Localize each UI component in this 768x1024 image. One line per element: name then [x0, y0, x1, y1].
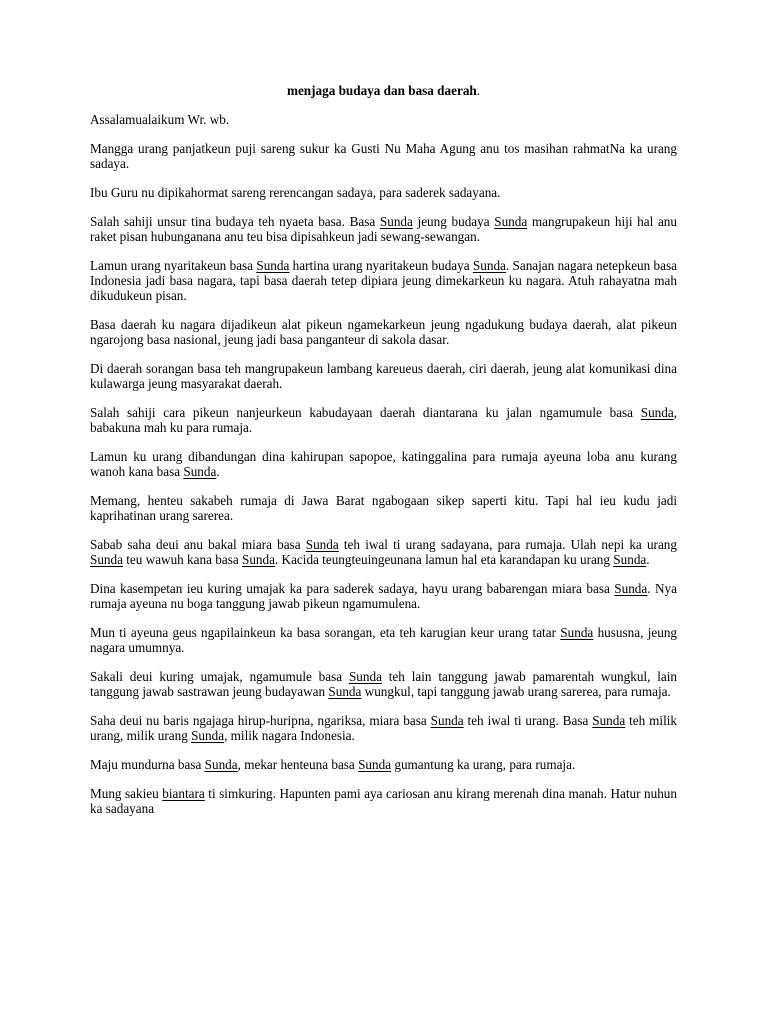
text-run: Basa daerah ku nagara dijadikeun alat pikeun ngamekarkeun jeung ngadukung budaya daerah, alat pikeun ngarojong basa nasional, jeung jadi basa panganteur di sakola dasar. [90, 317, 677, 347]
text-run: . Sanajan nagara netepkeun basa Indonesia jadi basa nagara, tapi basa daerah tetep dipiara jeung dimekarkeun ku nagara. Atuh rahayatna mah dikudukeun pisan. [90, 258, 677, 303]
paragraph [90, 449, 677, 479]
underlined-word: Sunda [328, 684, 362, 699]
text-run: , mekar henteuna basa [237, 757, 359, 772]
text-run: hususna, jeung nagara umumnya. [90, 625, 678, 655]
text-run: hartina urang nyaritakeun budaya [289, 258, 473, 273]
underlined-word: Sunda [183, 464, 217, 479]
text-run: . [646, 552, 650, 567]
paragraph [90, 537, 677, 567]
text-run: Maju mundurna basa [90, 757, 205, 772]
underlined-word: Sunda [614, 581, 648, 596]
underlined-word: Sunda [191, 728, 225, 743]
underlined-word: Sunda [379, 214, 413, 229]
paragraph [90, 713, 677, 743]
text-run: teh iwal ti urang. Basa [463, 713, 593, 728]
text-run: Lamun urang nyaritakeun basa [90, 258, 257, 273]
text-run: mangrupakeun hiji hal anu raket pisan hubunganana anu teu bisa dipisahkeun jadi sewang-sewangan. [90, 214, 677, 244]
underlined-word: Sunda [358, 757, 392, 772]
text-run: Dina kasempetan ieu kuring umajak ka para saderek sadaya, hayu urang babarengan miara basa [90, 581, 615, 596]
text-run: Mung sakieu [90, 786, 163, 801]
underlined-word: biantara [162, 786, 205, 801]
paragraph [90, 141, 677, 171]
text-run: teu wawuh kana basa [122, 552, 242, 567]
text-run: teh milik urang, milik urang [90, 713, 677, 743]
underlined-word: Sunda [430, 713, 464, 728]
paragraph [90, 112, 677, 127]
underlined-word: Sunda [305, 537, 339, 552]
paragraph [90, 361, 677, 391]
paragraph [90, 786, 677, 816]
paragraph [90, 317, 677, 347]
text-run: Mangga urang panjatkeun puji sareng sukur ka Gusti Nu Maha Agung anu tos masihan rahmatNa ka urang sadaya. [90, 141, 677, 171]
paragraph [90, 757, 677, 772]
paragraph [90, 258, 677, 303]
text-run: Mun ti ayeuna geus ngapilainkeun ka basa sorangan, eta teh karugian keur urang tatar [90, 625, 561, 640]
text-run: Salah sahiji unsur tina budaya teh nyaeta basa. Basa [90, 214, 380, 229]
paragraph [90, 214, 677, 244]
text-run: Saha deui nu baris ngajaga hirup-huripna, ngariksa, miara basa [90, 713, 431, 728]
text-run: teh lain tanggung jawab pamarentah wungkul, lain tanggung jawab sastrawan jeung budayawan [90, 669, 677, 699]
text-run: wungkul, tapi tanggung jawab urang sarerea, para rumaja. [361, 684, 671, 699]
paragraph [90, 493, 677, 523]
underlined-word: Sunda [90, 552, 123, 567]
underlined-word: Sunda [640, 405, 674, 420]
text-run: , babakuna mah ku para rumaja. [90, 405, 677, 435]
paragraph [90, 625, 677, 655]
underlined-word: Sunda [494, 214, 528, 229]
text-run: Assalamualaikum Wr. wb. [90, 112, 230, 127]
text-run: jeung budaya [412, 214, 495, 229]
document-page [90, 83, 677, 830]
text-run: . Kacida teungteuingeunana lamun hal eta karandapan ku urang [274, 552, 614, 567]
underlined-word: Sunda [472, 258, 506, 273]
underlined-word: Sunda [256, 258, 290, 273]
paragraph [90, 405, 677, 435]
paragraph [90, 669, 677, 699]
underlined-word: Sunda [348, 669, 382, 684]
text-run: Memang, henteu sakabeh rumaja di Jawa Barat ngabogaan sikep saperti kitu. Tapi hal ieu kudu jadi kaprihatinan urang sarerea. [90, 493, 677, 523]
text-run: gumantung ka urang, para rumaja. [391, 757, 576, 772]
document-title-period: . [476, 83, 481, 98]
text-run: teh iwal ti urang sadayana, para rumaja. Ulah nepi ka urang [338, 537, 677, 552]
text-run: Sakali deui kuring umajak, ngamumule basa [90, 669, 349, 684]
text-run: Sabab saha deui anu bakal miara basa [90, 537, 306, 552]
underlined-word: Sunda [613, 552, 647, 567]
paragraph [90, 185, 677, 200]
paragraph [90, 581, 677, 611]
text-run: , milik nagara Indonesia. [224, 728, 355, 743]
text-run: . Nya rumaja ayeuna nu boga tanggung jawab pikeun ngamumulena. [90, 581, 677, 611]
text-run: Lamun ku urang dibandungan dina kahirupan sapopoe, katinggalina para rumaja ayeuna loba anu kurang wanoh kana basa [90, 449, 677, 479]
text-run: Ibu Guru nu dipikahormat sareng rerencangan sadaya, para saderek sadayana. [90, 185, 501, 200]
underlined-word: Sunda [560, 625, 594, 640]
document-title-text: menjaga budaya dan basa daerah [286, 83, 477, 98]
underlined-word: Sunda [204, 757, 238, 772]
underlined-word: Sunda [241, 552, 275, 567]
document-body [90, 112, 677, 816]
document-title [90, 83, 677, 98]
text-run: ti simkuring. Hapunten pami aya cariosan anu kirang merenah dina manah. Hatur nuhun ka sadayana [90, 786, 677, 816]
underlined-word: Sunda [592, 713, 626, 728]
text-run: Di daerah sorangan basa teh mangrupakeun lambang kareueus daerah, ciri daerah, jeung alat komunikasi dina kulawarga jeung masyarakat daerah. [90, 361, 677, 391]
text-run: Salah sahiji cara pikeun nanjeurkeun kabudayaan daerah diantarana ku jalan ngamumule basa [90, 405, 641, 420]
text-run: . [216, 464, 220, 479]
